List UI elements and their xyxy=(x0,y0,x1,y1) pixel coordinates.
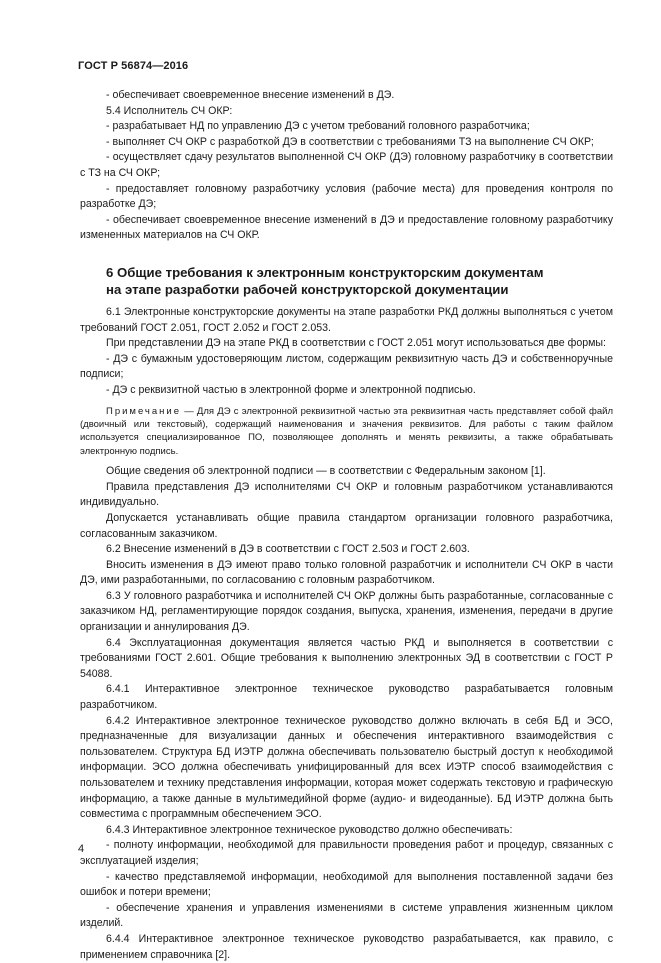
paragraph: Вносить изменения в ДЭ имеют право только головной разработчик и исполнители СЧ ОКР в части ДЭ, ими разработанными, по согласованию с головным разработчиком. xyxy=(80,558,613,587)
note-text: — Для ДЭ с электронной реквизитной частью эта реквизитная часть представляет собой файл (двоичный или текстовый), содержащий наименования и значения реквизитов. Для работы с таким файлом используется специализированное ПО, позволяющее дополнять и менять реквизиты, а также обрабатывать электронную подпись. xyxy=(80,405,613,457)
paragraph: 6.4.1 Интерактивное электронное техническое руководство разрабатывается головным разработчиком. xyxy=(80,683,613,712)
paragraph: - выполняет СЧ ОКР с разработкой ДЭ в соответствии с требованиями ТЗ на выполнение СЧ ОКР; xyxy=(106,135,594,148)
paragraph: 6.1 Электронные конструкторские документы на этапе разработки РКД должны выполняться с учетом требований ГОСТ 2.051, ГОСТ 2.052 и ГОСТ 2.053. xyxy=(80,305,613,334)
paragraph: - разрабатывает НД по управлению ДЭ с учетом требований головного разработчика; xyxy=(106,120,530,133)
paragraph: 6.4.4 Интерактивное электронное техническое руководство разрабатывается, как правило, с применением справочника [2]. xyxy=(80,932,613,961)
section-heading-line: 6 Общие требования к электронным конструкторским документам xyxy=(106,264,544,280)
page-number: 4 xyxy=(78,843,85,855)
paragraph: Общие сведения об электронной подписи — в соответствии с Федеральным законом [1]. xyxy=(106,465,546,478)
section-heading-line: на этапе разработки рабочей конструкторской документации xyxy=(106,281,509,297)
paragraph: - предоставляет головному разработчику условия (рабочие места) для проведения контроля по разработке ДЭ; xyxy=(80,182,613,211)
paragraph: - ДЭ с реквизитной частью в электронной форме и электронной подписью. xyxy=(106,383,476,396)
note xyxy=(80,405,613,459)
paragraph: - обеспечение хранения и управления изменениями в системе управления жизненным циклом изделий. xyxy=(80,901,613,930)
section-6-heading xyxy=(80,264,613,298)
paragraph: 5.4 Исполнитель СЧ ОКР: xyxy=(106,104,233,117)
paragraph: - полноту информации, необходимой для правильности проведения работ и процедур, связанных с эксплуатацией изделия; xyxy=(80,839,613,867)
paragraph: 6.4 Эксплуатационная документация является частью РКД и выполняется в соответствии с требованиями ГОСТ 2.601. Общие требования к выполнению электронных ЭД в соответствии с ГОСТ Р 54088. xyxy=(80,636,613,680)
paragraph: - обеспечивает своевременное внесение изменений в ДЭ и предоставление головному разработчику измененных материалов на СЧ ОКР. xyxy=(80,213,613,242)
paragraph: При представлении ДЭ на этапе РКД в соответствии с ГОСТ 2.051 могут использоваться две формы: xyxy=(106,337,606,350)
paragraph: - качество представляемой информации, необходимой для выполнения поставленной задачи без ошибок и потери времени; xyxy=(80,870,613,899)
paragraph: 6.4.3 Интерактивное электронное техническое руководство должно обеспечивать: xyxy=(106,823,513,836)
paragraph: - ДЭ с бумажным удостоверяющим листом, содержащим реквизитную часть ДЭ и собственноручные подписи; xyxy=(80,352,613,381)
paragraph: Правила представления ДЭ исполнителями СЧ ОКР и головным разработчиком устанавливаются индивидуально. xyxy=(80,480,613,509)
document-header: ГОСТ Р 56874—2016 xyxy=(78,60,189,72)
paragraph: Допускается устанавливать общие правила стандартом организации головного разработчика, согласованным заказчиком. xyxy=(80,511,613,540)
paragraph: - осуществляет сдачу результатов выполненной СЧ ОКР (ДЭ) головному разработчику в соответствии с ТЗ на СЧ ОКР; xyxy=(80,151,613,179)
paragraph: 6.3 У головного разработчика и исполнителей СЧ ОКР должны быть разработанные, согласованные с заказчиком НД, регламентирующие порядок создания, выпуска, хранения, изменения, передачи в другие организации и аннулирования ДЭ. xyxy=(80,589,613,634)
paragraph: 6.2 Внесение изменений в ДЭ в соответствии с ГОСТ 2.503 и ГОСТ 2.603. xyxy=(106,543,470,556)
document-body xyxy=(80,88,613,963)
paragraph: - обеспечивает своевременное внесение изменений в ДЭ. xyxy=(106,89,395,101)
paragraph: 6.4.2 Интерактивное электронное техническое руководство должно включать в себя БД и ЭСО, предназначенные для визуализации данных и обеспечения интерактивного взаимодействия с пользователем. Структура БД ИЭТР должна обеспечивать пользователю быстрый доступ к необходимой информации. ЭСО должна обеспечивать унифицированный для всех ИЭТР способ взаимодействия с пользователем и технику представления информации, которая может содержать текстовую и графическую информацию, а также данные в мультимедийной форме (аудио- и видеоданные). БД ИЭТР должна быть совместима с программным обеспечением ЭСО. xyxy=(80,714,613,821)
note-label: Примечание xyxy=(106,405,181,417)
